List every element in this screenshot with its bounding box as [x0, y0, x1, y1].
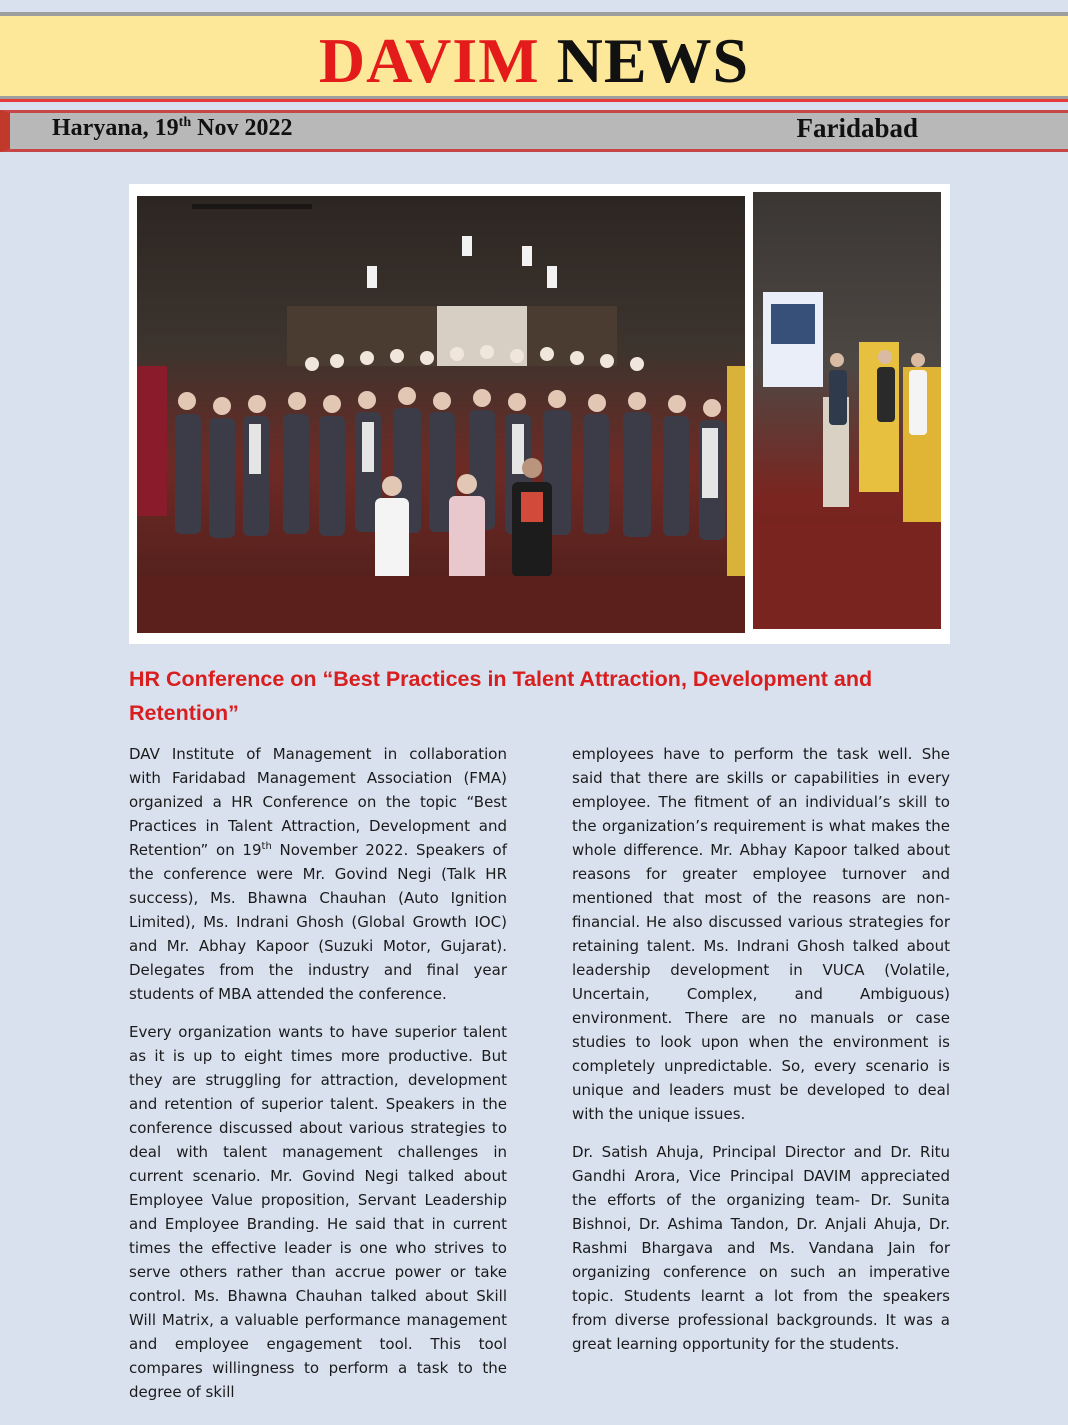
group-photo	[137, 196, 745, 633]
dateline-month-year: Nov 2022	[191, 115, 293, 141]
article-paragraph-2: Every organization wants to have superior talent as it is up to eight times more productive. But they are struggling for attraction, development and retention of superior talent. Speakers in the conference discussed about various strategies to deal with talent management challenges in current scenario. Mr. Govind Negi talked about Employee Value proposition, Servant Leadership and Employee Branding. He said that in current times the effective leader is one who strives to serve others rather than accrue power or take control. Ms. Bhawna Chauhan talked about Skill Will Matrix, a valuable performance management and employee engagement tool. This tool compares willingness to perform a task to the degree of skill	[129, 1023, 507, 1401]
masthead-divider	[0, 99, 1068, 102]
masthead	[0, 12, 1068, 100]
article-paragraph-4: Dr. Satish Ahuja, Principal Director and Dr. Ritu Gandhi Arora, Vice Principal DAVIM appreciated the efforts of the organizing team- Dr. Sunita Bishnoi, Dr. Ashima Tandon, Dr. Anjali Ahuja, Dr. Rashmi Bhargava and Ms. Vandana Jain for organizing conference on such an imperative topic. Students learnt a lot from the speakers from diverse professional backgrounds. It was a great learning opportunity for the students.	[572, 1143, 950, 1353]
paragraph-1-date-suffix: th	[261, 841, 272, 852]
article-paragraph-1	[129, 742, 507, 1006]
masthead-title-news: NEWS	[556, 25, 750, 96]
speaker-photo	[753, 192, 941, 629]
paragraph-1-text-a: DAV Institute of Management in collaboration with Faridabad Management Association (FMA) organized a HR Conference on the topic “Best Practices in Talent Attraction, Development and Retention” on 19	[129, 745, 507, 859]
masthead-title-davim: DAVIM	[318, 25, 540, 96]
group-photo-illustration	[137, 196, 745, 633]
photo-collage	[129, 184, 950, 644]
dateline-date-suffix: th	[178, 115, 192, 130]
paragraph-1-text-b: November 2022. Speakers of the conference were Mr. Govind Negi (Talk HR success), Ms. Bhawna Chauhan (Auto Ignition Limited), Ms. Indrani Ghosh (Global Growth IOC) and Mr. Abhay Kapoor (Suzuki Motor, Gujarat). Delegates from the industry and final year students of MBA attended the conference.	[129, 841, 507, 1003]
article-column-right	[572, 742, 950, 1370]
speaker-photo-illustration	[753, 192, 941, 629]
article-headline: HR Conference on “Best Practices in Talent Attraction, Development and Retention”	[129, 667, 873, 725]
dateline-place: Haryana, 19	[52, 115, 179, 141]
dateline-city: Faridabad	[796, 113, 918, 143]
dateline-bar	[0, 110, 1068, 152]
masthead-title	[0, 26, 1068, 96]
article-column-left	[129, 742, 507, 1418]
dateline-date	[52, 115, 292, 142]
article-paragraph-3: employees have to perform the task well. She said that there are skills or capabilities in every employee. The fitment of an individual’s skill to the organization’s requirement is what makes the whole difference. Mr. Abhay Kapoor talked about reasons for greater employee turnover and mentioned that most of the reasons are non-financial. He also discussed various strategies for retaining talent. Ms. Indrani Ghosh talked about leadership development in VUCA (Volatile, Uncertain, Complex, and Ambiguous) environment. There are no manuals or case studies to look upon when the environment is completely unpredictable. So, every scenario is unique and leaders must be developed to deal with the unique issues.	[572, 745, 950, 1123]
